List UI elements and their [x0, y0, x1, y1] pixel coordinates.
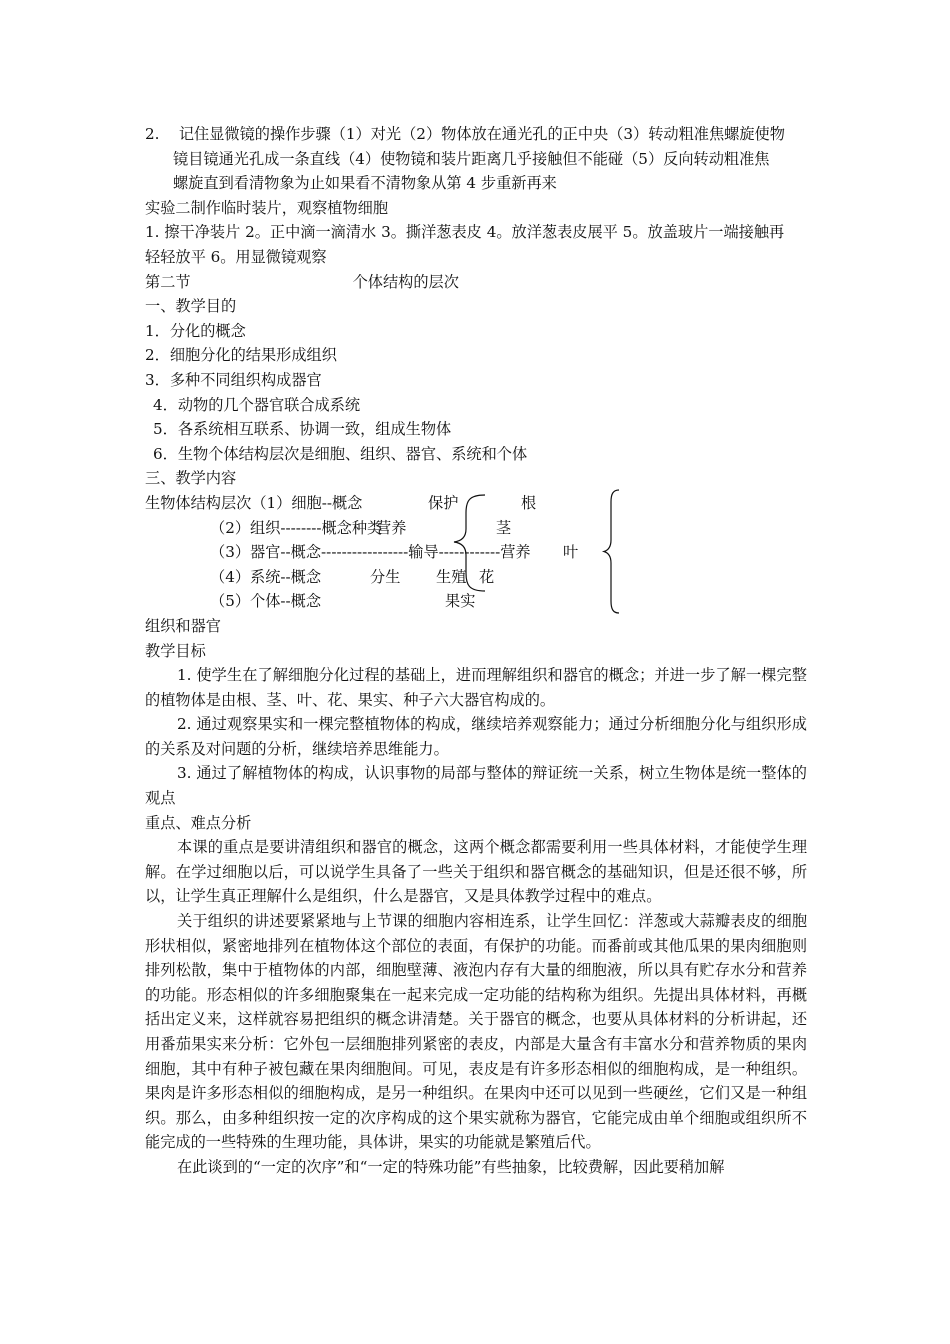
left-brace-icon-2	[601, 488, 623, 615]
experiment2-line1: 1. 擦干净装片 2。正中滴一滴清水 3。撕洋葱表皮 4。放洋葱表皮展平 5。放盖玻片一端接触再	[145, 223, 785, 242]
goal-item-3: 3．多种不同组织构成器官	[145, 370, 322, 389]
analysis-paragraph-1: 本课的重点是要讲清组织和器官的概念，这两个概念都需要利用一些具体材料，才能使学生理解。在学过细胞以后，可以说学生具备了一些关于组织和器官概念的基础知识，但是还很不够，所以，让学生真正理解什么是组织，什么是器官，又是具体教学过程中的难点。	[145, 838, 807, 906]
step2-number: 2.	[145, 125, 160, 143]
left-brace-icon	[445, 493, 489, 593]
analysis-heading: 重点、难点分析	[145, 813, 252, 832]
section-title: 个体结构的层次	[352, 272, 459, 291]
analysis-paragraph-2: 关于组织的讲述要紧紧地与上节课的细胞内容相连系，让学生回忆：洋葱或大蒜瓣表皮的细胞形状相似，紧密地排列在植物体这个部位的表面，有保护的功能。而番前或其他瓜果的果肉细胞则排列松散，集中于植物体的内部，细胞壁薄、液泡内存有大量的细胞液，所以具有贮存水分和营养的功能。形态相似的许多细胞聚集在一起来完成一定功能的结构称为组织。先提出具体材料，再概括出定义来，这样就容易把组织的概念讲清楚。关于器官的概念，也要从具体材料的分析讲起，还用番茄果实来分析：它外包一层细胞排列紧密的表皮，内部是大量含有丰富水分和营养物质的果肉细胞，其中有种子被包藏在果肉细胞间。可见，表皮是有许多形态相似的细胞构成，是一种组织。果肉是许多形态相似的细胞构成，是另一种组织。在果肉中还可以见到一些硬丝，它们又是一种组织。那么，由多种组织按一定的次序构成的这个果实就称为器官，它能完成由单个细胞或组织所不能完成的一些特殊的生理功能，具体讲，果实的功能就是繁殖后代。	[145, 912, 807, 1152]
hierarchy-root: 根	[521, 493, 537, 512]
section-label: 第二节	[145, 272, 191, 291]
hierarchy-line-5: （5）个体--概念	[210, 592, 322, 611]
hierarchy-protect: 保护	[428, 493, 459, 512]
section-heading	[145, 270, 807, 295]
step2-text1: 记住显微镜的操作步骤（1）对光（2）物体放在通光孔的正中央（3）转动粗准焦螺旋使物	[178, 125, 785, 143]
objective-paragraph-2: 2. 通过观察果实和一棵完整植物体的构成，继续培养观察能力；通过分析细胞分化与组织形成的关系及对问题的分析，继续培养思维能力。	[145, 715, 807, 758]
step2-line3: 螺旋直到看清物象为止如果看不清物象从第 4 步重新再来	[173, 174, 557, 193]
document-page	[145, 122, 807, 1180]
goal-item-1: 1．分化的概念	[145, 321, 246, 340]
goal-item-2: 2．细胞分化的结果形成组织	[145, 346, 337, 365]
experiment2-line2: 轻轻放平 6。用显微镜观察	[145, 247, 327, 266]
hierarchy-fruit: 果实	[445, 592, 476, 611]
goal-item-5: 5．各系统相互联系、协调一致，组成生物体	[153, 420, 452, 439]
goal-item-6: 6．生物个体结构层次是细胞、组织、器官、系统和个体	[153, 444, 528, 463]
tissue-organ-title: 组织和器官	[145, 616, 221, 635]
hierarchy-nutrition: 营养	[376, 518, 407, 537]
analysis-paragraph-3: 在此谈到的“一定的次序”和“一定的特殊功能”有些抽象，比较费解，因此要稍加解	[177, 1157, 725, 1176]
step2-line2: 镜目镜通光孔成一条直线（4）使物镜和装片距离几乎接触但不能碰（5）反向转动粗准焦	[173, 149, 770, 168]
goal-item-4: 4．动物的几个器官联合成系统	[153, 395, 361, 414]
goals-heading: 一、教学目的	[145, 297, 237, 316]
experiment2-title: 实验二制作临时装片，观察植物细胞	[145, 198, 388, 217]
hierarchy-diagram	[145, 491, 807, 614]
step2-line1	[145, 122, 807, 147]
hierarchy-line-4: （4）系统--概念	[210, 567, 322, 586]
hierarchy-line-2: （2）组织--------概念种类	[210, 518, 383, 537]
hierarchy-line-3: （3）器官--概念-----------------输导------------营养	[210, 543, 531, 562]
objectives-heading: 教学目标	[145, 641, 206, 660]
hierarchy-line-1: 生物体结构层次（1）细胞--概念	[145, 493, 363, 512]
hierarchy-reproduction: 生殖	[436, 567, 467, 586]
hierarchy-stem: 茎	[496, 518, 512, 537]
hierarchy-flower: 花	[479, 567, 495, 586]
hierarchy-meristem: 分生	[370, 567, 401, 586]
objective-paragraph-3: 3. 通过了解植物体的构成，认识事物的局部与整体的辩证统一关系，树立生物体是统一整体的观点	[145, 764, 807, 808]
hierarchy-leaf: 叶	[563, 543, 579, 562]
content-heading: 三、教学内容	[145, 469, 237, 488]
objective-paragraph-1: 1. 使学生在了解细胞分化过程的基础上，进而理解组织和器官的概念；并进一步了解一棵完整的植物体是由根、茎、叶、花、果实、种子六大器官构成的。	[145, 666, 807, 709]
